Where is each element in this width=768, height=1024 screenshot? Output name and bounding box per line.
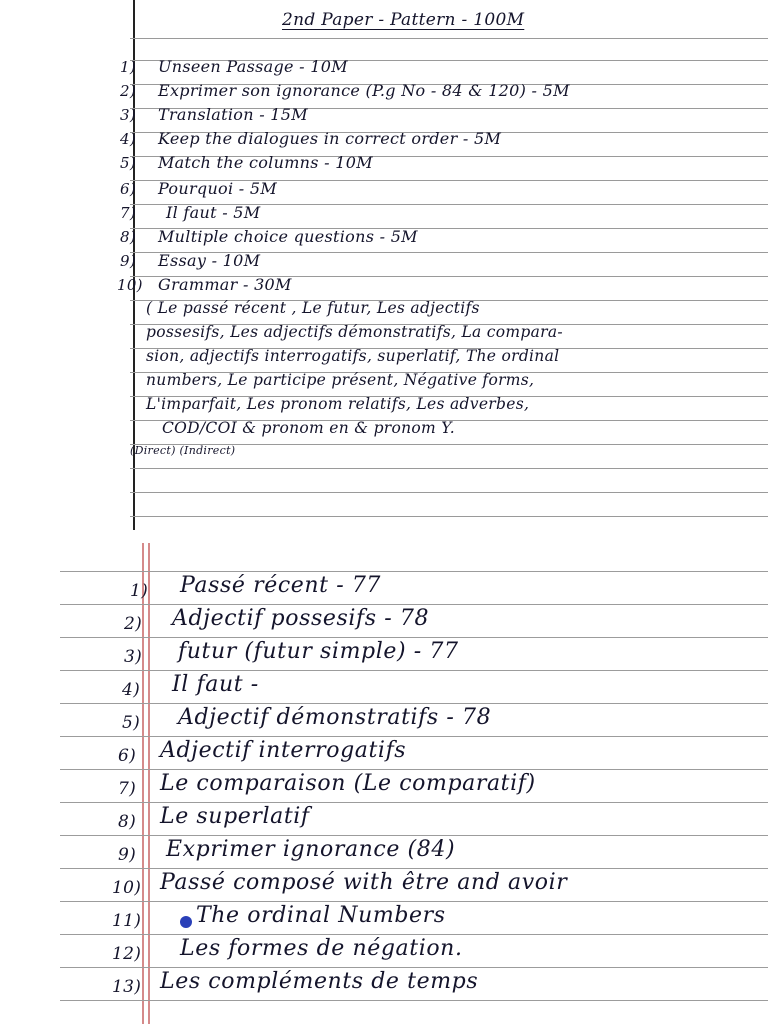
list-item: Unseen Passage - 10M	[158, 57, 348, 76]
grammar-topics-line: numbers, Le participe présent, Négative forms,	[146, 371, 535, 389]
list-item: Le comparaison (Le comparatif)	[160, 771, 536, 796]
list-item-number: 9)	[118, 845, 137, 865]
list-item-number: 13)	[112, 977, 142, 997]
list-item-number: 12)	[112, 944, 142, 964]
list-item: Il faut -	[172, 672, 259, 697]
list-item-number: 8)	[118, 812, 137, 832]
ruled-line	[60, 670, 768, 671]
list-item: Multiple choice questions - 5M	[158, 227, 418, 246]
ruled-line	[60, 868, 768, 869]
list-item: The ordinal Numbers	[196, 903, 446, 928]
list-item-number: 5)	[122, 713, 141, 733]
list-item-number: 11)	[112, 911, 142, 931]
list-item-number: 7)	[120, 204, 136, 222]
list-item: futur (futur simple) - 77	[178, 639, 459, 664]
list-item: Essay - 10M	[158, 251, 261, 270]
ruled-line	[60, 769, 768, 770]
page-gap	[0, 530, 768, 543]
ruled-line	[60, 967, 768, 968]
list-item-number: 3)	[120, 106, 136, 124]
grammar-topics-line: sion, adjectifs interrogatifs, superlatif, The ordinal	[146, 347, 560, 365]
list-item: Pourquoi - 5M	[158, 179, 278, 198]
list-item-number: 8)	[120, 228, 136, 246]
page-title: 2nd Paper - Pattern - 100M	[282, 10, 525, 30]
margin-line	[142, 543, 144, 1024]
margin-line	[148, 543, 150, 1024]
list-item-number: 10)	[112, 878, 142, 898]
list-item: Keep the dialogues in correct order - 5M	[158, 129, 502, 148]
bullet-dot-icon	[180, 916, 192, 928]
ruled-line	[60, 736, 768, 737]
list-item: Grammar - 30M	[158, 275, 292, 294]
list-item: Translation - 15M	[158, 105, 308, 124]
ruled-line	[60, 802, 768, 803]
list-item-number: 10)	[117, 276, 143, 294]
list-item-number: 6)	[118, 746, 137, 766]
list-item-number: 4)	[122, 680, 141, 700]
list-item-number: 1)	[120, 58, 136, 76]
list-item: Les formes de négation.	[180, 936, 463, 961]
ruled-line	[130, 468, 768, 469]
list-item: Passé récent - 77	[180, 573, 382, 598]
grammar-topics-line: possesifs, Les adjectifs démonstratifs, La compara-	[146, 323, 563, 341]
list-item: Passé composé with être and avoir	[160, 870, 568, 895]
ruled-line	[60, 934, 768, 935]
grammar-topics-line: COD/COI & pronom en & pronom Y.	[162, 419, 456, 437]
list-item-number: 4)	[120, 130, 136, 148]
ruled-line	[60, 703, 768, 704]
ruled-line	[60, 571, 768, 572]
list-item-number: 9)	[120, 252, 136, 270]
list-item-number: 2)	[124, 614, 143, 634]
list-item-number: 6)	[120, 180, 136, 198]
list-item: Le superlatif	[160, 804, 310, 829]
ruled-line	[60, 604, 768, 605]
ruled-line	[60, 835, 768, 836]
list-item: Adjectif démonstratifs - 78	[178, 705, 492, 730]
list-item: Les compléments de temps	[160, 969, 479, 994]
ruled-line	[60, 637, 768, 638]
list-item: Exprimer ignorance (84)	[166, 837, 456, 862]
list-item-number: 2)	[120, 82, 136, 100]
grammar-topics-line: ( Le passé récent , Le futur, Les adjectifs	[146, 299, 480, 317]
list-item: Adjectif possesifs - 78	[172, 606, 430, 631]
grammar-topics-sheet	[60, 543, 768, 1024]
list-item-number: 5)	[120, 154, 136, 172]
list-item-number: 7)	[118, 779, 137, 799]
grammar-topics-line: L'imparfait, Les pronom relatifs, Les adverbes,	[146, 395, 530, 413]
direct-indirect-note: (Direct) (Indirect)	[130, 444, 236, 457]
list-item: Il faut - 5M	[166, 203, 261, 222]
ruled-line	[130, 38, 768, 39]
ruled-line	[130, 492, 768, 493]
ruled-line	[60, 1000, 768, 1001]
ruled-line	[60, 901, 768, 902]
list-item: Match the columns - 10M	[158, 153, 373, 172]
list-item-number: 3)	[124, 647, 143, 667]
ruled-line	[130, 516, 768, 517]
list-item-number: 1)	[130, 581, 149, 601]
list-item: Exprimer son ignorance (P.g No - 84 & 120) - 5M	[158, 81, 570, 100]
list-item: Adjectif interrogatifs	[160, 738, 407, 763]
